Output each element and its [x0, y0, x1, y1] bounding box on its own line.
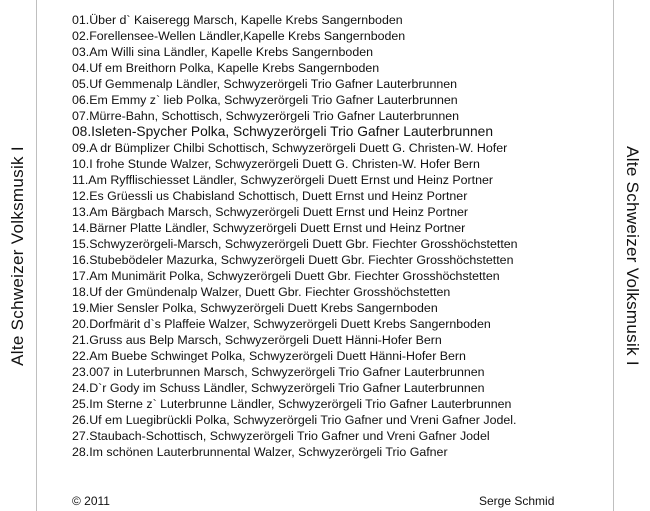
track-item: 03.Am Willi sina Ländler, Kapelle Krebs Sangernboden [72, 45, 373, 59]
track-item: 13.Am Bärgbach Marsch, Schwyzerörgeli Duett Ernst und Heinz Portner [72, 205, 468, 219]
track-item: 09.A dr Bümplizer Chilbi Schottisch, Schwyzerörgeli Duett G. Christen-W. Hofer [72, 141, 508, 155]
track-item: 14.Bärner Platte Ländler, Schwyzerörgeli Duett Ernst und Heinz Portner [72, 221, 466, 235]
track-item: 11.Am Ryfflischiesset Ländler, Schwyzerörgeli Duett Ernst und Heinz Portner [72, 173, 494, 187]
track-item: 24.D`r Gody im Schuss Ländler, Schwyzerörgeli Trio Gafner Lauterbrunnen [72, 381, 485, 395]
track-item: 26.Uf em Luegibrückli Polka, Schwyzerörgeli Trio Gafner und Vreni Gafner Jodel. [72, 413, 517, 427]
track-item: 12.Es Grüessli us Chabisland Schottisch, Duett Ernst und Heinz Portner [72, 189, 468, 203]
author-name: Serge Schmid [479, 494, 555, 508]
left-spine [0, 0, 37, 511]
track-item: 20.Dorfmärit d`s Plaffeie Walzer, Schwyzerörgeli Duett Krebs Sangernboden [72, 317, 491, 331]
track-item: 28.Im schönen Lauterbrunnental Walzer, Schwyzerörgeli Trio Gafner [72, 445, 448, 459]
track-item: 05.Uf Gemmenalp Ländler, Schwyzerörgeli Trio Gafner Lauterbrunnen [72, 77, 458, 91]
track-item: 02.Forellensee-Wellen Ländler,Kapelle Krebs Sangernboden [72, 29, 406, 43]
track-item: 10.I frohe Stunde Walzer, Schwyzerörgeli Duett G. Christen-W. Hofer Bern [72, 157, 480, 171]
track-item: 27.Staubach-Schottisch, Schwyzerörgeli Trio Gafner und Vreni Gafner Jodel [72, 429, 490, 443]
track-item: 07.Mürre-Bahn, Schottisch, Schwyzerörgeli Trio Gafner Lauterbrunnen [72, 109, 460, 123]
right-spine-title: Alte Schweizer Volksmusik I [623, 145, 643, 366]
track-item: 25.Im Sterne z` Luterbrunne Ländler, Schwyzerörgeli Trio Gafner Lauterbrunnen [72, 397, 512, 411]
track-item: 22.Am Buebe Schwinget Polka, Schwyzerörgeli Duett Hänni-Hofer Bern [72, 349, 466, 363]
track-item: 15.Schwyzerörgeli-Marsch, Schwyzerörgeli Duett Gbr. Fiechter Grosshöchstetten [72, 237, 518, 251]
track-item: 18.Uf der Gmündenalp Walzer, Duett Gbr. Fiechter Grosshöchstetten [72, 285, 451, 299]
track-item: 06.Em Emmy z` lieb Polka, Schwyzerörgeli Trio Gafner Lauterbrunnen [72, 93, 458, 107]
left-spine-title: Alte Schweizer Volksmusik I [8, 145, 28, 366]
track-item: 19.Mier Sensler Polka, Schwyzerörgeli Duett Krebs Sangernboden [72, 301, 438, 315]
track-item: 01.Über d` Kaiseregg Marsch, Kapelle Krebs Sangernboden [72, 13, 403, 27]
track-item: 23.007 in Luterbrunnen Marsch, Schwyzerörgeli Trio Gafner Lauterbrunnen [72, 365, 485, 379]
track-item: 16.Stubebödeler Mazurka, Schwyzerörgeli Duett Gbr. Fiechter Grosshöchstetten [72, 253, 514, 267]
right-spine [613, 0, 650, 511]
track-item: 04.Uf em Breithorn Polka, Kapelle Krebs Sangernboden [72, 61, 380, 75]
copyright-notice: © 2011 [72, 494, 110, 508]
track-item: 08.Isleten-Spycher Polka, Schwyzerörgeli Trio Gafner Lauterbrunnen [72, 124, 494, 139]
track-list [72, 12, 592, 460]
track-item: 17.Am Munimärit Polka, Schwyzerörgeli Duett Gbr. Fiechter Grosshöchstetten [72, 269, 500, 283]
track-item: 21.Gruss aus Belp Marsch, Schwyzerörgeli Duett Hänni-Hofer Bern [72, 333, 442, 347]
